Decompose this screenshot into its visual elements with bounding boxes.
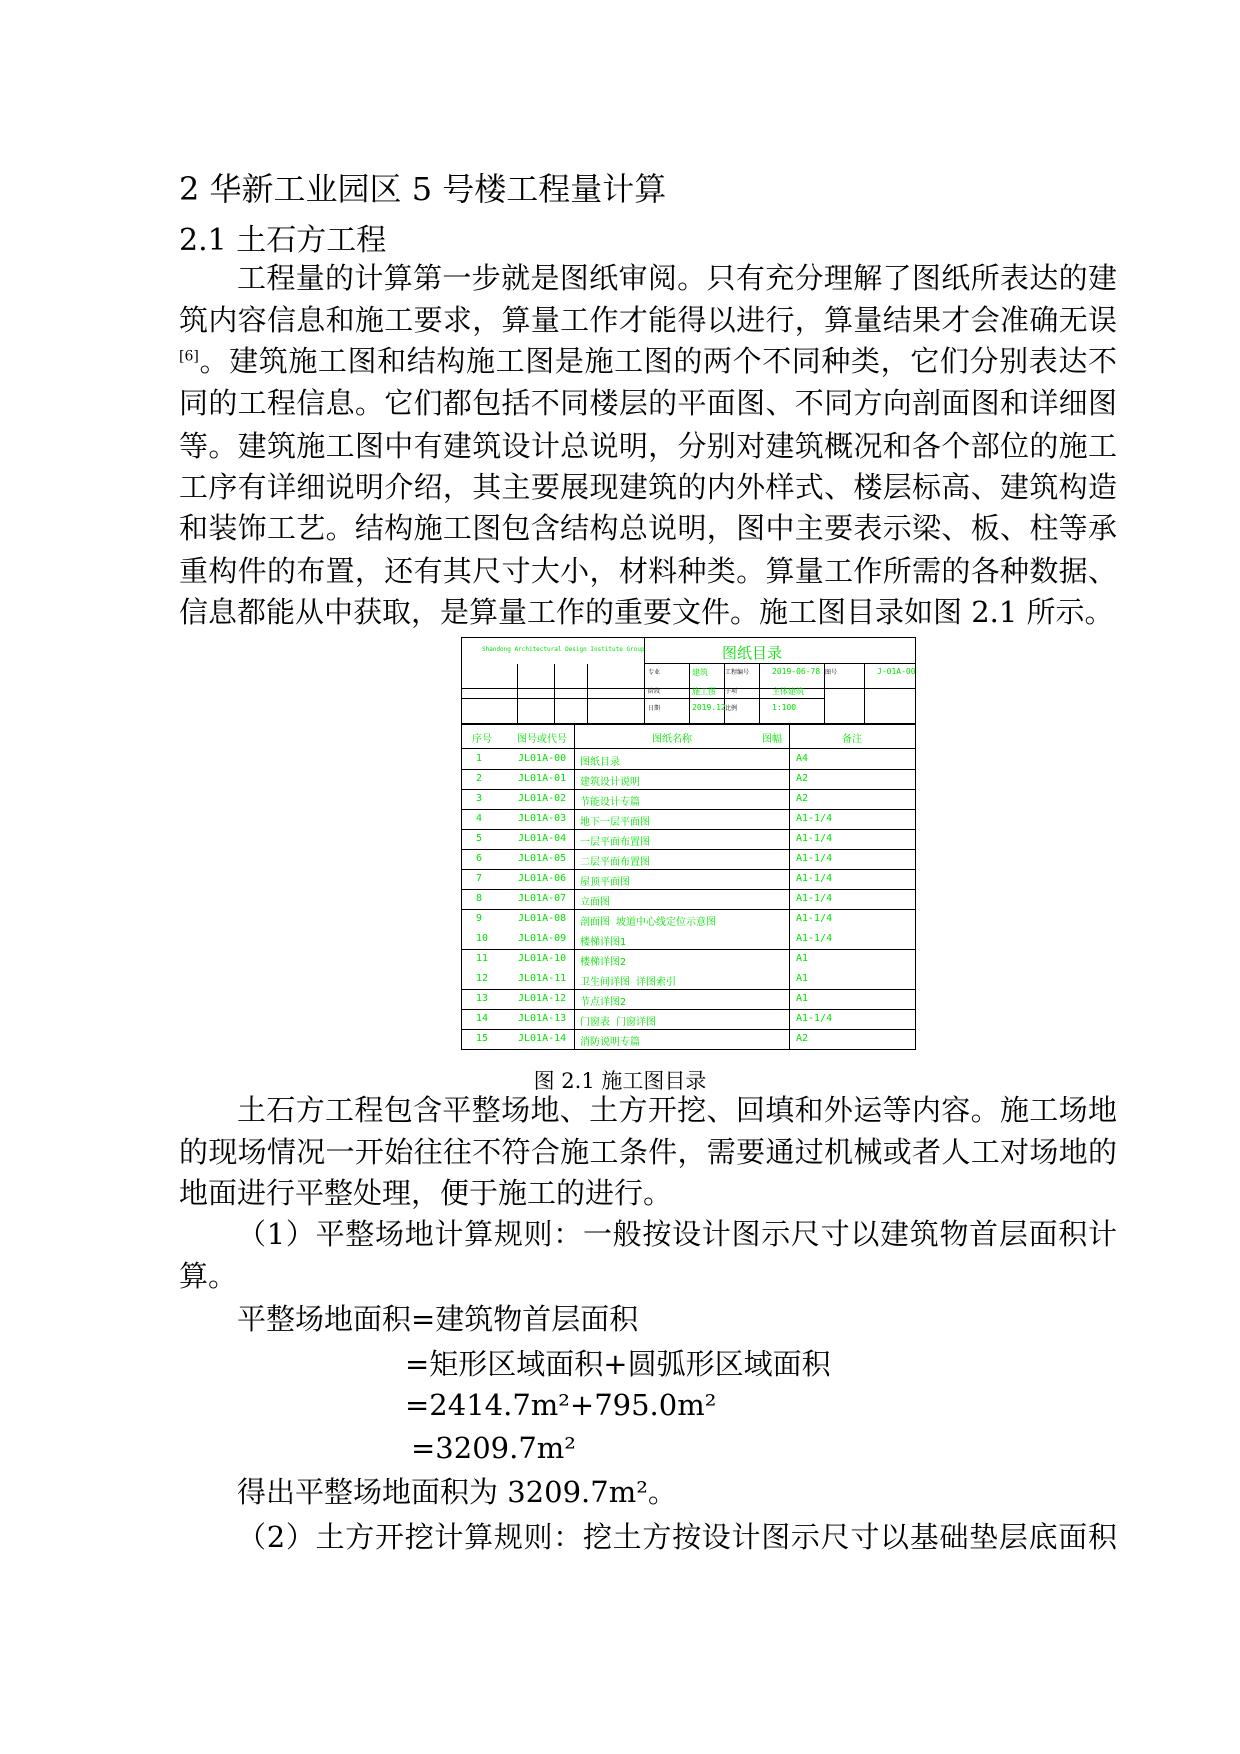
table-row	[462, 749, 915, 769]
meta-label: 专业	[648, 669, 661, 676]
column-header: 序号	[472, 734, 492, 745]
meta-value: 施工图	[692, 687, 716, 696]
meta-label: 阶段	[648, 688, 661, 695]
table-row	[462, 869, 915, 889]
row-number: 10	[476, 933, 489, 944]
table-rule	[462, 698, 824, 699]
drawing-code: JL01A-09	[518, 933, 567, 944]
drawing-code: JL01A-07	[518, 893, 567, 904]
sheet-size: A1-1/4	[796, 833, 833, 844]
result-line: 得出平整场地面积为 3209.7m²。	[237, 1475, 677, 1509]
drawing-name: 剖面图 坡道中心线定位示意图	[580, 917, 717, 928]
row-number: 6	[476, 853, 483, 864]
paragraph-line: 工序有详细说明介绍，其主要展现建筑的内外样式、楼层标高、建筑构造	[179, 470, 1117, 504]
sheet-size: A1-1/4	[796, 853, 833, 864]
table-rule	[517, 664, 518, 723]
drawing-name: 节点详图2	[580, 997, 627, 1008]
drawing-name: 立面图	[580, 897, 610, 908]
meta-label: 工程编号	[725, 669, 750, 676]
row-number: 4	[476, 813, 483, 824]
table-row	[462, 909, 915, 929]
section-heading: 2 华新工业园区 5 号楼工程量计算	[179, 170, 667, 208]
rule-1: （1）平整场地计算规则：一般按设计图示尺寸以建筑物首层面积计	[237, 1217, 1117, 1251]
table-rule	[689, 664, 690, 723]
meta-value: 建筑	[692, 668, 708, 677]
drawing-code: JL01A-01	[518, 773, 567, 784]
calc-line-4: =3209.7m²	[411, 1431, 576, 1465]
drawing-name: 卫生间详图 详图索引	[580, 977, 677, 988]
paragraph-line: 筑内容信息和施工要求，算量工作才能得以进行，算量结果才会准确无误	[179, 303, 1117, 337]
drawing-name: 建筑设计说明	[580, 777, 640, 788]
table-rule	[644, 664, 645, 723]
table-row	[462, 969, 915, 989]
paragraph-line: 工程量的计算第一步就是图纸审阅。只有充分理解了图纸所表达的建	[237, 261, 1117, 295]
table-rule	[462, 789, 915, 790]
table-rule	[462, 1029, 915, 1030]
meta-value: J-01A-00	[877, 667, 916, 676]
drawing-name: 二层平面布置图	[580, 857, 650, 868]
column-header: 图号或代号	[517, 734, 567, 745]
table-row	[462, 949, 915, 969]
drawing-code: JL01A-12	[518, 993, 567, 1004]
rule-1-cont: 算。	[179, 1259, 238, 1293]
drawing-code: JL01A-04	[518, 833, 567, 844]
table-rule	[462, 949, 915, 950]
table-rule	[462, 723, 915, 725]
sheet-size: A1	[796, 973, 809, 984]
table-row	[462, 769, 915, 789]
row-number: 7	[476, 873, 483, 884]
paragraph-line: 同的工程信息。它们都包括不同楼层的平面图、不同方向剖面图和详细图	[179, 386, 1117, 420]
table-row	[462, 809, 915, 829]
sheet-size: A1-1/4	[796, 913, 833, 924]
row-number: 1	[476, 753, 483, 764]
table-row	[462, 849, 915, 869]
sheet-size: A1-1/4	[796, 813, 833, 824]
drawing-name: 地下一层平面图	[580, 817, 650, 828]
drawing-code: JL01A-00	[518, 753, 567, 764]
sheet-size: A4	[796, 753, 809, 764]
row-number: 5	[476, 833, 483, 844]
calc-line-3: =2414.7m²+795.0m²	[405, 1388, 717, 1422]
company-name: Shandong Architectural Design Institute Group	[482, 646, 645, 653]
table-rule	[554, 664, 555, 723]
sheet-size: A1	[796, 993, 809, 1004]
row-number: 12	[476, 973, 489, 984]
paragraph-line: 和装饰工艺。结构施工图包含结构总说明，图中主要表示梁、板、柱等承	[179, 511, 1117, 545]
table-row	[462, 889, 915, 909]
paragraph-line: 信息都能从中获取，是算量工作的重要文件。施工图目录如图 2.1 所示。	[179, 595, 1114, 629]
meta-value: 1:100	[772, 703, 797, 712]
table-row	[462, 1029, 915, 1049]
table-rule	[759, 664, 760, 723]
drawing-code: JL01A-11	[518, 973, 567, 984]
row-number: 8	[476, 893, 483, 904]
drawing-code: JL01A-13	[518, 1013, 567, 1024]
sheet-size: A1-1/4	[796, 1013, 833, 1024]
drawing-name: 消防说明专篇	[580, 1037, 640, 1048]
drawing-name: 节能设计专篇	[580, 797, 640, 808]
drawing-code: JL01A-02	[518, 793, 567, 804]
table-row	[462, 1009, 915, 1029]
drawing-name: 楼梯详图2	[580, 957, 627, 968]
sheet-size: A2	[796, 793, 809, 804]
table-row	[462, 929, 915, 949]
calc-line-2: =矩形区域面积+圆弧形区域面积	[405, 1347, 831, 1381]
row-number: 2	[476, 773, 483, 784]
paragraph-line: 的现场情况一开始往往不符合施工条件，需要通过机械或者人工对场地的	[179, 1135, 1117, 1169]
row-number: 15	[476, 1033, 489, 1044]
sheet-size: A2	[796, 773, 809, 784]
paragraph-line: 等。建筑施工图中有建筑设计总说明，分别对建筑概况和各个部位的施工	[179, 429, 1117, 463]
table-rule	[644, 663, 916, 664]
meta-label: 日期	[648, 705, 661, 712]
row-number: 11	[476, 953, 489, 964]
drawing-code: JL01A-14	[518, 1033, 567, 1044]
drawing-code: JL01A-08	[518, 913, 567, 924]
table-rule	[462, 1009, 915, 1010]
column-header: 图幅	[762, 734, 782, 745]
paragraph-line: 地面进行平整处理，便于施工的进行。	[179, 1176, 673, 1210]
sheet-size: A1-1/4	[796, 893, 833, 904]
table-row	[462, 829, 915, 849]
drawing-code: JL01A-03	[518, 813, 567, 824]
paragraph-text: 。建筑施工图和结构施工图是施工图的两个不同种类，它们分别表达不	[198, 344, 1117, 378]
paragraph-line	[179, 343, 1117, 379]
table-rule	[462, 769, 915, 770]
table-rule	[462, 829, 915, 830]
drawing-code: JL01A-05	[518, 853, 567, 864]
table-row	[462, 989, 915, 1009]
table-rule	[864, 664, 865, 723]
paragraph-line: 重构件的布置，还有其尺寸大小，材料种类。算量工作所需的各种数据、	[179, 554, 1117, 588]
table-rule	[462, 889, 915, 890]
drawing-code: JL01A-10	[518, 953, 567, 964]
rule-2: （2）土方开挖计算规则：挖土方按设计图示尺寸以基础垫层底面积	[237, 1520, 1117, 1554]
sheet-size: A2	[796, 1033, 809, 1044]
meta-label: 图号	[825, 669, 838, 676]
drawing-index-figure	[461, 637, 916, 1050]
drawing-title: 图纸目录	[722, 644, 783, 662]
column-header: 备注	[842, 734, 862, 745]
table-rule	[462, 989, 915, 990]
paragraph-line: 土石方工程包含平整场地、土方开挖、回填和外运等内容。施工场地	[237, 1093, 1117, 1127]
meta-value: 2019-06-78	[772, 667, 821, 676]
citation: [6]	[179, 348, 199, 365]
row-number: 13	[476, 993, 489, 1004]
table-row	[462, 789, 915, 809]
sheet-size: A1	[796, 953, 809, 964]
table-rule	[462, 909, 915, 910]
figure-caption: 图 2.1 施工图目录	[533, 1069, 707, 1093]
meta-label: 比例	[725, 705, 738, 712]
meta-label: 子项	[725, 688, 738, 695]
calc-line-1: 平整场地面积=建筑物首层面积	[237, 1302, 639, 1336]
sheet-size: A1-1/4	[796, 933, 833, 944]
table-rule	[462, 869, 915, 870]
table-rule	[462, 809, 915, 810]
sheet-size: A1-1/4	[796, 873, 833, 884]
meta-value: 2019.12	[692, 703, 726, 712]
drawing-name: 图纸目录	[580, 757, 620, 768]
row-number: 3	[476, 793, 483, 804]
table-rule	[587, 664, 588, 723]
drawing-name: 楼梯详图1	[580, 937, 627, 948]
column-header: 图纸名称	[652, 734, 692, 745]
meta-value: 主体建筑	[772, 687, 804, 696]
drawing-name: 屋顶平面图	[580, 877, 630, 888]
drawing-name: 门窗表 门窗详图	[580, 1017, 657, 1028]
drawing-name: 一层平面布置图	[580, 837, 650, 848]
table-rule	[462, 849, 915, 850]
drawing-code: JL01A-06	[518, 873, 567, 884]
row-number: 14	[476, 1013, 489, 1024]
row-number: 9	[476, 913, 483, 924]
subsection-heading: 2.1 土石方工程	[179, 223, 387, 258]
